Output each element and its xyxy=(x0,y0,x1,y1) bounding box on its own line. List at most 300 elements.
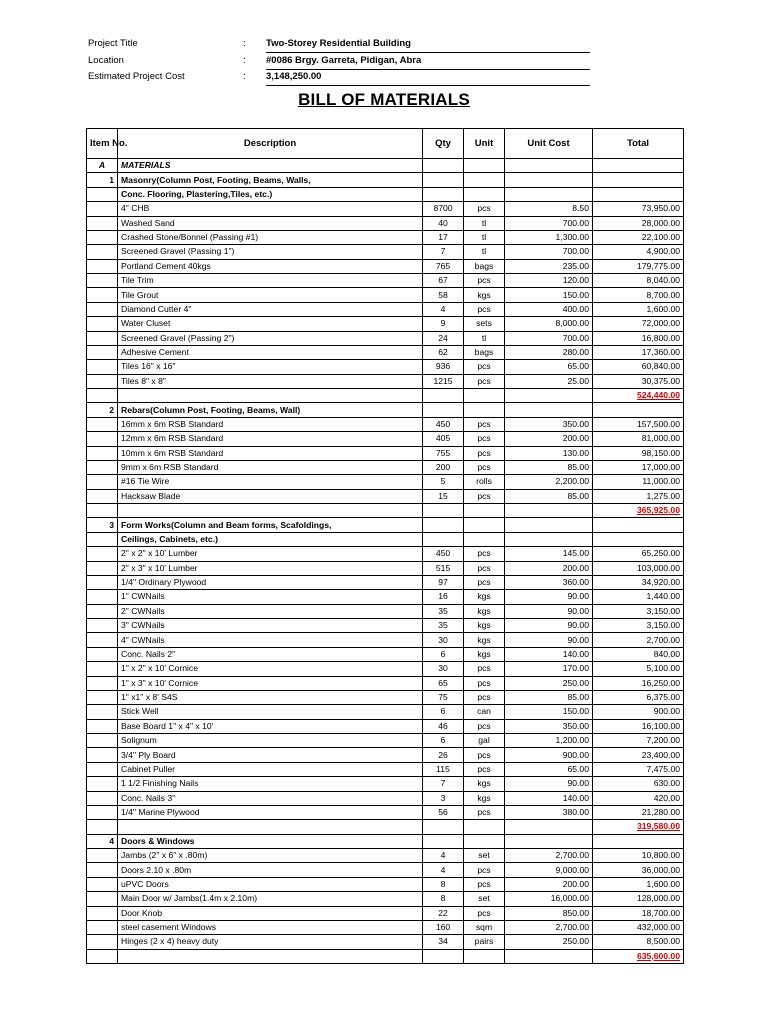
unit-cell xyxy=(464,518,505,532)
group-title-cell: Doors & Windows xyxy=(118,834,423,848)
qty-cell: 6 xyxy=(423,734,464,748)
estimated-cost-label: Estimated Project Cost xyxy=(88,71,185,82)
total-cell xyxy=(593,834,684,848)
colon: : xyxy=(243,55,246,66)
unit-cost-cell: 2,700.00 xyxy=(505,849,593,863)
unit-cell: sqm xyxy=(464,920,505,934)
unit-cost-cell: 280.00 xyxy=(505,345,593,359)
group-heading-row xyxy=(87,403,684,417)
item-number-cell xyxy=(87,317,118,331)
table-row xyxy=(87,619,684,633)
description-cell: Tiles 16" x 16" xyxy=(118,360,423,374)
table-row xyxy=(87,345,684,359)
item-number-cell xyxy=(87,446,118,460)
qty-cell: 936 xyxy=(423,360,464,374)
unit-cell: pcs xyxy=(464,360,505,374)
table-row xyxy=(87,460,684,474)
subtotal-cell xyxy=(593,949,684,963)
unit-cell: gal xyxy=(464,734,505,748)
total-cell: 81,000.00 xyxy=(593,432,684,446)
table-row xyxy=(87,734,684,748)
column-header-qty: Qty xyxy=(423,129,464,159)
description-cell: Screened Gravel (Passing 2") xyxy=(118,331,423,345)
unit-cell: pairs xyxy=(464,935,505,949)
item-number-cell xyxy=(87,920,118,934)
unit-cell: pcs xyxy=(464,575,505,589)
unit-cell: kgs xyxy=(464,590,505,604)
qty-cell: 4 xyxy=(423,302,464,316)
qty-cell: 6 xyxy=(423,705,464,719)
colon: : xyxy=(243,38,246,49)
total-cell: 128,000.00 xyxy=(593,892,684,906)
description-cell: 1" x1" x 8' S4S xyxy=(118,690,423,704)
unit-cell: pcs xyxy=(464,662,505,676)
unit-cost-cell: 200.00 xyxy=(505,877,593,891)
description-cell xyxy=(118,389,423,403)
table-row xyxy=(87,489,684,503)
qty-cell: 515 xyxy=(423,561,464,575)
description-cell: Cabinet Puller xyxy=(118,762,423,776)
item-number-cell xyxy=(87,547,118,561)
description-cell: 1 1/2 Finishing Nails xyxy=(118,777,423,791)
unit-cost-cell: 1,200.00 xyxy=(505,734,593,748)
table-row xyxy=(87,590,684,604)
unit-cost-cell: 65.00 xyxy=(505,762,593,776)
total-cell xyxy=(593,532,684,546)
total-cell xyxy=(593,159,684,173)
unit-cost-cell: 8,000.00 xyxy=(505,317,593,331)
unit-cell: pcs xyxy=(464,906,505,920)
qty-cell: 6 xyxy=(423,647,464,661)
unit-cost-cell xyxy=(505,532,593,546)
table-row xyxy=(87,547,684,561)
qty-cell: 755 xyxy=(423,446,464,460)
unit-cell: pcs xyxy=(464,374,505,388)
group-heading-row xyxy=(87,532,684,546)
description-cell xyxy=(118,820,423,834)
qty-cell xyxy=(423,532,464,546)
item-number-cell xyxy=(87,187,118,201)
qty-cell: 15 xyxy=(423,489,464,503)
qty-cell: 9 xyxy=(423,317,464,331)
total-cell xyxy=(593,173,684,187)
total-cell: 7,200.00 xyxy=(593,734,684,748)
qty-cell: 405 xyxy=(423,432,464,446)
location-value: #0086 Brgy. Garreta, Pidigan, Abra xyxy=(266,53,590,70)
total-cell xyxy=(593,518,684,532)
table-row xyxy=(87,288,684,302)
unit-cell: pcs xyxy=(464,561,505,575)
unit-cost-cell: 16,000.00 xyxy=(505,892,593,906)
description-cell: Hinges (2 x 4) heavy duty xyxy=(118,935,423,949)
total-cell: 630.00 xyxy=(593,777,684,791)
column-header-unit: Unit xyxy=(464,129,505,159)
item-number-cell xyxy=(87,762,118,776)
unit-cell: kgs xyxy=(464,777,505,791)
table-row xyxy=(87,302,684,316)
qty-cell xyxy=(423,504,464,518)
description-cell xyxy=(118,504,423,518)
item-number-cell xyxy=(87,676,118,690)
description-cell: Stick Well xyxy=(118,705,423,719)
unit-cost-cell: 85.00 xyxy=(505,489,593,503)
unit-cost-cell xyxy=(505,403,593,417)
document-header xyxy=(0,0,768,120)
unit-cost-cell: 250.00 xyxy=(505,935,593,949)
item-number-cell xyxy=(87,705,118,719)
description-cell: Adhesive Cement xyxy=(118,345,423,359)
description-cell: Tiles 8" x 8" xyxy=(118,374,423,388)
item-number-cell xyxy=(87,590,118,604)
total-cell: 1,600.00 xyxy=(593,877,684,891)
unit-cost-cell xyxy=(505,159,593,173)
item-number-cell: 4 xyxy=(87,834,118,848)
qty-cell: 4 xyxy=(423,863,464,877)
total-cell: 17,360.00 xyxy=(593,345,684,359)
subtotal-value: 524,440.00 xyxy=(636,390,680,401)
description-cell: Screened Gravel (Passing 1") xyxy=(118,245,423,259)
qty-cell: 450 xyxy=(423,417,464,431)
total-cell: 36,000.00 xyxy=(593,863,684,877)
unit-cost-cell: 200.00 xyxy=(505,561,593,575)
unit-cost-cell: 140.00 xyxy=(505,791,593,805)
description-cell: Portland Cement 40kgs xyxy=(118,259,423,273)
description-cell: Doors 2.10 x .80m xyxy=(118,863,423,877)
total-cell: 72,000.00 xyxy=(593,317,684,331)
unit-cell: pcs xyxy=(464,489,505,503)
qty-cell: 65 xyxy=(423,676,464,690)
table-header xyxy=(87,129,684,159)
unit-cell: pcs xyxy=(464,690,505,704)
section-row xyxy=(87,159,684,173)
unit-cell: pcs xyxy=(464,863,505,877)
table-row xyxy=(87,791,684,805)
table-row xyxy=(87,274,684,288)
description-cell xyxy=(118,949,423,963)
total-cell: 1,600.00 xyxy=(593,302,684,316)
unit-cell: pcs xyxy=(464,547,505,561)
qty-cell: 8700 xyxy=(423,202,464,216)
item-number-cell xyxy=(87,935,118,949)
unit-cost-cell: 700.00 xyxy=(505,245,593,259)
qty-cell xyxy=(423,173,464,187)
qty-cell: 58 xyxy=(423,288,464,302)
description-cell: 16mm x 6m RSB Standard xyxy=(118,417,423,431)
item-number-cell xyxy=(87,604,118,618)
total-cell: 1,440.00 xyxy=(593,590,684,604)
table-row xyxy=(87,245,684,259)
qty-cell: 4 xyxy=(423,849,464,863)
group-title-cell: Rebars(Column Post, Footing, Beams, Wall) xyxy=(118,403,423,417)
item-number-cell xyxy=(87,863,118,877)
unit-cell xyxy=(464,949,505,963)
total-cell xyxy=(593,187,684,201)
subtotal-value: 319,580.00 xyxy=(636,821,680,832)
qty-cell xyxy=(423,389,464,403)
qty-cell: 40 xyxy=(423,216,464,230)
description-cell: #16 Tie Wire xyxy=(118,475,423,489)
qty-cell: 34 xyxy=(423,935,464,949)
unit-cell xyxy=(464,532,505,546)
qty-cell: 8 xyxy=(423,877,464,891)
unit-cell: kgs xyxy=(464,288,505,302)
table-row xyxy=(87,805,684,819)
qty-cell: 8 xyxy=(423,892,464,906)
table-row xyxy=(87,762,684,776)
page-title: BILL OF MATERIALS xyxy=(298,90,470,109)
table-row xyxy=(87,374,684,388)
description-cell: 12mm x 6m RSB Standard xyxy=(118,432,423,446)
unit-cost-cell: 90.00 xyxy=(505,590,593,604)
item-number-cell xyxy=(87,532,118,546)
unit-cell xyxy=(464,159,505,173)
unit-cell: pcs xyxy=(464,274,505,288)
item-number-cell xyxy=(87,460,118,474)
description-cell: Solignum xyxy=(118,734,423,748)
total-cell: 16,100.00 xyxy=(593,719,684,733)
group-heading-row xyxy=(87,834,684,848)
unit-cell: pcs xyxy=(464,676,505,690)
unit-cost-cell: 170.00 xyxy=(505,662,593,676)
table-row xyxy=(87,216,684,230)
table-row xyxy=(87,230,684,244)
unit-cost-cell: 90.00 xyxy=(505,619,593,633)
total-cell: 179,775.00 xyxy=(593,259,684,273)
total-cell: 900.00 xyxy=(593,705,684,719)
total-cell: 17,000.00 xyxy=(593,460,684,474)
unit-cell: set xyxy=(464,849,505,863)
unit-cell: pcs xyxy=(464,719,505,733)
qty-cell xyxy=(423,949,464,963)
description-cell: 1/4" Marine Plywood xyxy=(118,805,423,819)
unit-cell: kgs xyxy=(464,647,505,661)
item-number-cell xyxy=(87,777,118,791)
unit-cell: pcs xyxy=(464,417,505,431)
subtotal-cell xyxy=(593,820,684,834)
description-cell: 4" CHB xyxy=(118,202,423,216)
description-cell: Conc. Nails 2" xyxy=(118,647,423,661)
total-cell: 8,500.00 xyxy=(593,935,684,949)
group-heading-row xyxy=(87,187,684,201)
qty-cell: 62 xyxy=(423,345,464,359)
qty-cell: 765 xyxy=(423,259,464,273)
item-number-cell: A xyxy=(87,159,118,173)
item-number-cell xyxy=(87,647,118,661)
unit-cell: pcs xyxy=(464,460,505,474)
table-row xyxy=(87,259,684,273)
qty-cell: 26 xyxy=(423,748,464,762)
unit-cell xyxy=(464,504,505,518)
unit-cost-cell: 1,300.00 xyxy=(505,230,593,244)
total-cell: 157,500.00 xyxy=(593,417,684,431)
total-cell: 98,150.00 xyxy=(593,446,684,460)
column-header-item: Item No. xyxy=(87,129,118,159)
item-number-cell xyxy=(87,791,118,805)
description-cell: 1" CWNails xyxy=(118,590,423,604)
table-row xyxy=(87,719,684,733)
subtotal-cell xyxy=(593,389,684,403)
total-cell xyxy=(593,403,684,417)
unit-cost-cell: 700.00 xyxy=(505,216,593,230)
total-cell: 6,375.00 xyxy=(593,690,684,704)
qty-cell: 97 xyxy=(423,575,464,589)
unit-cost-cell: 85.00 xyxy=(505,460,593,474)
table-row xyxy=(87,647,684,661)
total-cell: 8,700.00 xyxy=(593,288,684,302)
item-number-cell xyxy=(87,504,118,518)
unit-cell xyxy=(464,834,505,848)
total-cell: 11,000.00 xyxy=(593,475,684,489)
item-number-cell xyxy=(87,892,118,906)
item-number-cell xyxy=(87,374,118,388)
table-row xyxy=(87,849,684,863)
qty-cell: 75 xyxy=(423,690,464,704)
item-number-cell xyxy=(87,719,118,733)
unit-cost-cell: 350.00 xyxy=(505,417,593,431)
unit-cost-cell: 150.00 xyxy=(505,288,593,302)
description-cell: 4" CWNails xyxy=(118,633,423,647)
description-cell: Base Board 1" x 4" x 10' xyxy=(118,719,423,733)
item-number-cell xyxy=(87,360,118,374)
table-row xyxy=(87,331,684,345)
table-row xyxy=(87,475,684,489)
qty-cell: 450 xyxy=(423,547,464,561)
total-cell: 23,400.00 xyxy=(593,748,684,762)
group-title-cell: Conc. Flooring, Plastering,Tiles, etc.) xyxy=(118,187,423,201)
table-row xyxy=(87,633,684,647)
unit-cost-cell: 2,200.00 xyxy=(505,475,593,489)
table-row xyxy=(87,446,684,460)
column-header-description: Description xyxy=(118,129,423,159)
unit-cell: tl xyxy=(464,245,505,259)
estimated-cost-value: 3,148,250.00 xyxy=(266,69,590,86)
description-cell: Washed Sand xyxy=(118,216,423,230)
project-title-value: Two-Storey Residential Building xyxy=(266,36,590,53)
total-cell: 432,000.00 xyxy=(593,920,684,934)
qty-cell: 17 xyxy=(423,230,464,244)
total-cell: 16,250.00 xyxy=(593,676,684,690)
unit-cost-cell xyxy=(505,518,593,532)
description-cell: 2" CWNails xyxy=(118,604,423,618)
unit-cell: pcs xyxy=(464,805,505,819)
unit-cost-cell: 380.00 xyxy=(505,805,593,819)
unit-cost-cell: 900.00 xyxy=(505,748,593,762)
qty-cell: 46 xyxy=(423,719,464,733)
total-cell: 60,840.00 xyxy=(593,360,684,374)
table-row xyxy=(87,748,684,762)
unit-cell: sets xyxy=(464,317,505,331)
unit-cost-cell: 360.00 xyxy=(505,575,593,589)
description-cell: 1" x 3" x 10' Cornice xyxy=(118,676,423,690)
table-row xyxy=(87,906,684,920)
unit-cost-cell: 90.00 xyxy=(505,633,593,647)
qty-cell: 56 xyxy=(423,805,464,819)
description-cell: uPVC Doors xyxy=(118,877,423,891)
item-number-cell xyxy=(87,633,118,647)
subtotal-row xyxy=(87,820,684,834)
location-label: Location xyxy=(88,55,124,66)
total-cell: 3,150.00 xyxy=(593,604,684,618)
table-row xyxy=(87,662,684,676)
description-cell: 3/4" Ply Board xyxy=(118,748,423,762)
unit-cost-cell: 200.00 xyxy=(505,432,593,446)
project-title-label: Project Title xyxy=(88,38,138,49)
unit-cost-cell: 90.00 xyxy=(505,777,593,791)
item-number-cell xyxy=(87,561,118,575)
unit-cell: kgs xyxy=(464,633,505,647)
unit-cost-cell: 130.00 xyxy=(505,446,593,460)
unit-cost-cell xyxy=(505,820,593,834)
qty-cell: 22 xyxy=(423,906,464,920)
item-number-cell xyxy=(87,216,118,230)
qty-cell: 7 xyxy=(423,777,464,791)
item-number-cell xyxy=(87,230,118,244)
unit-cell: pcs xyxy=(464,762,505,776)
item-number-cell xyxy=(87,690,118,704)
total-cell: 840.00 xyxy=(593,647,684,661)
unit-cell: pcs xyxy=(464,877,505,891)
item-number-cell xyxy=(87,288,118,302)
description-cell: Door Knob xyxy=(118,906,423,920)
table-row xyxy=(87,690,684,704)
qty-cell: 3 xyxy=(423,791,464,805)
table-row xyxy=(87,317,684,331)
total-cell: 73,950.00 xyxy=(593,202,684,216)
unit-cost-cell: 2,700.00 xyxy=(505,920,593,934)
table-row xyxy=(87,920,684,934)
item-number-cell xyxy=(87,805,118,819)
description-cell: Conc. Nails 3" xyxy=(118,791,423,805)
item-number-cell xyxy=(87,619,118,633)
unit-cell: pcs xyxy=(464,446,505,460)
item-number-cell xyxy=(87,489,118,503)
item-number-cell xyxy=(87,475,118,489)
table-row xyxy=(87,417,684,431)
unit-cell: pcs xyxy=(464,748,505,762)
unit-cell: kgs xyxy=(464,604,505,618)
description-cell: Tile Trim xyxy=(118,274,423,288)
total-cell: 28,000.00 xyxy=(593,216,684,230)
unit-cell: can xyxy=(464,705,505,719)
qty-cell xyxy=(423,187,464,201)
group-title-cell: Masonry(Column Post, Footing, Beams, Walls, xyxy=(118,173,423,187)
unit-cell: tl xyxy=(464,331,505,345)
total-cell: 10,800.00 xyxy=(593,849,684,863)
table-row xyxy=(87,202,684,216)
item-number-cell xyxy=(87,274,118,288)
unit-cost-cell: 850.00 xyxy=(505,906,593,920)
total-cell: 3,150.00 xyxy=(593,619,684,633)
item-number-cell xyxy=(87,849,118,863)
table-row xyxy=(87,575,684,589)
description-cell: Crashed Stone/Bonnel (Passing #1) xyxy=(118,230,423,244)
description-cell: steel casement Windows xyxy=(118,920,423,934)
item-number-cell xyxy=(87,432,118,446)
description-cell: 2" x 2" x 10' Lumber xyxy=(118,547,423,561)
item-number-cell: 3 xyxy=(87,518,118,532)
unit-cell: pcs xyxy=(464,302,505,316)
table-row xyxy=(87,863,684,877)
item-number-cell: 1 xyxy=(87,173,118,187)
item-number-cell xyxy=(87,202,118,216)
item-number-cell xyxy=(87,417,118,431)
qty-cell xyxy=(423,834,464,848)
qty-cell xyxy=(423,403,464,417)
description-cell: 2" x 3" x 10' Lumber xyxy=(118,561,423,575)
unit-cell xyxy=(464,389,505,403)
table-row xyxy=(87,877,684,891)
subtotal-cell xyxy=(593,504,684,518)
